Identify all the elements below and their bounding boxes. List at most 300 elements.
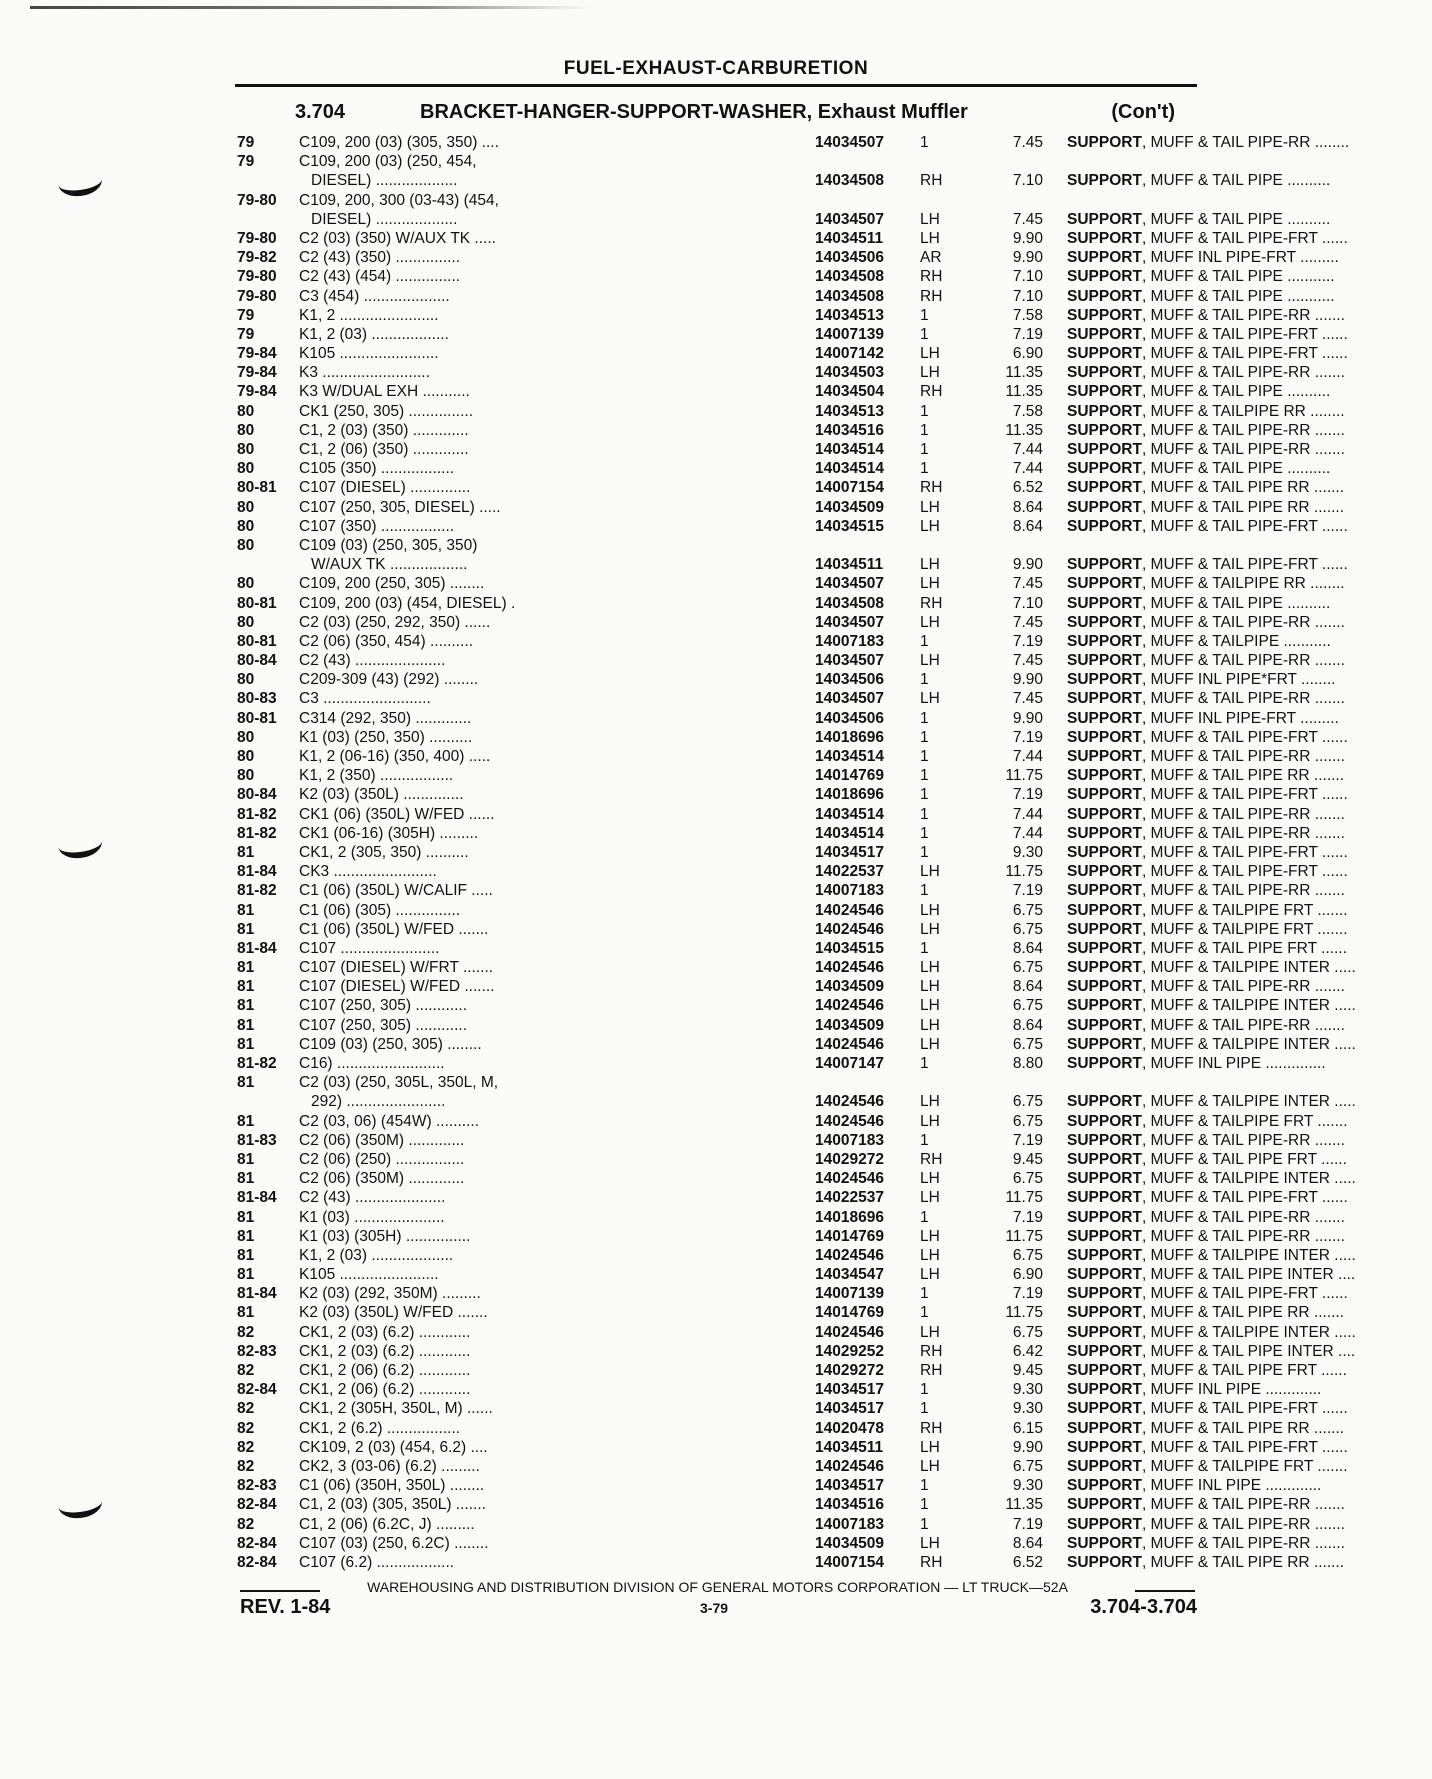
description-cell: SUPPORT, MUFF & TAIL PIPE-RR ....... <box>1067 748 1345 765</box>
quantity-cell: RH <box>920 1362 943 1379</box>
description-cell: SUPPORT, MUFF & TAIL PIPE-RR ....... <box>1067 1208 1345 1226</box>
price-cell: 9.45 <box>1012 1362 1043 1379</box>
table-row <box>237 1399 1348 1418</box>
year-cell: 82-84 <box>237 1381 277 1399</box>
description-cell: SUPPORT, MUFF & TAIL PIPE-RR ....... <box>1067 978 1345 996</box>
year-cell: 79 <box>237 153 255 171</box>
year-cell: 80-81 <box>237 709 277 727</box>
quantity-cell: LH <box>920 1016 940 1034</box>
revision-label: REV. 1-84 <box>240 1596 331 1618</box>
table-row <box>237 1419 1345 1438</box>
price-cell: 8.80 <box>1012 1055 1043 1072</box>
table-row <box>237 1188 1348 1207</box>
price-cell: 7.19 <box>1012 632 1043 650</box>
part-number-cell: 14034514 <box>815 805 884 823</box>
quantity-cell: RH <box>920 1342 943 1360</box>
table-row <box>237 1054 1326 1073</box>
model-cell: C1 (06) (350L) W/CALIF ..... <box>299 882 493 900</box>
model-cell: CK3 ........................ <box>299 863 437 881</box>
binder-hole-bottom <box>56 1487 103 1521</box>
table-row <box>237 555 1348 574</box>
table-row <box>237 1361 1347 1380</box>
description-cell: SUPPORT, MUFF & TAILPIPE FRT ....... <box>1067 901 1348 919</box>
year-cell: 82-84 <box>237 1553 277 1571</box>
year-cell: 81 <box>237 1246 255 1264</box>
table-row <box>237 1035 1356 1054</box>
model-cell: K1, 2 (03) ................... <box>299 1246 454 1264</box>
price-cell: 6.75 <box>1012 997 1043 1015</box>
model-cell: C107 (DIESEL) .............. <box>299 479 471 497</box>
table-row <box>237 152 1197 171</box>
model-cell: C2 (03, 06) (454W) .......... <box>299 1112 480 1130</box>
part-number-cell: 14034504 <box>815 383 884 401</box>
part-number-cell: 14034507 <box>815 575 884 593</box>
description-cell: SUPPORT, MUFF & TAILPIPE FRT ....... <box>1067 1112 1348 1130</box>
part-number-cell: 14024546 <box>815 1323 884 1341</box>
model-cell: C16) ......................... <box>299 1055 445 1072</box>
table-row <box>237 1016 1345 1035</box>
part-number-cell: 14024546 <box>815 920 884 938</box>
description-cell: SUPPORT, MUFF INL PIPE ............. <box>1067 1477 1322 1495</box>
description-cell: SUPPORT, MUFF & TAILPIPE FRT ....... <box>1067 920 1348 938</box>
price-cell: 7.45 <box>1012 575 1043 593</box>
price-cell: 9.45 <box>1012 1150 1043 1168</box>
price-cell: 6.75 <box>1012 1323 1043 1341</box>
table-row <box>237 670 1336 689</box>
table-row <box>237 862 1348 881</box>
price-cell: 11.35 <box>1005 364 1043 382</box>
description-cell: SUPPORT, MUFF & TAIL PIPE-RR ....... <box>1067 364 1345 382</box>
footer-division <box>240 1577 1195 1597</box>
quantity-cell: LH <box>920 1246 940 1264</box>
model-cell: DIESEL) ................... <box>311 210 458 228</box>
quantity-cell: LH <box>920 978 940 996</box>
quantity-cell: LH <box>920 210 940 228</box>
part-number-cell: 14024546 <box>815 1035 884 1053</box>
model-cell: K1, 2 (06-16) (350, 400) ..... <box>299 748 491 765</box>
price-cell: 7.58 <box>1012 402 1043 420</box>
description-cell: SUPPORT, MUFF & TAIL PIPE-RR ....... <box>1067 824 1345 842</box>
year-cell: 80 <box>237 517 255 535</box>
model-cell: C2 (03) (250, 305L, 350L, M, <box>299 1074 499 1092</box>
part-number-cell: 14007183 <box>815 882 884 900</box>
description-cell: SUPPORT, MUFF & TAIL PIPE-FRT ...... <box>1067 1400 1348 1418</box>
year-cell: 81-82 <box>237 805 277 823</box>
price-cell: 9.30 <box>1012 1381 1043 1399</box>
model-cell: C1 (06) (350H, 350L) ........ <box>299 1477 485 1495</box>
description-cell: SUPPORT, MUFF & TAIL PIPE RR ....... <box>1067 479 1345 497</box>
year-cell: 81-84 <box>237 939 277 957</box>
table-row <box>237 613 1345 632</box>
year-cell: 82-83 <box>237 1342 277 1360</box>
table-row <box>237 1323 1356 1342</box>
table-row <box>237 1265 1356 1284</box>
quantity-cell: LH <box>920 920 940 938</box>
price-cell: 6.75 <box>1012 920 1043 938</box>
table-row <box>237 1131 1345 1150</box>
model-cell: CK109, 2 (03) (454, 6.2) .... <box>299 1438 488 1456</box>
quantity-cell: RH <box>920 1553 943 1571</box>
table-row <box>237 1092 1356 1111</box>
price-cell: 9.90 <box>1012 1438 1043 1456</box>
year-cell: 81-82 <box>237 1055 277 1072</box>
description-cell: SUPPORT, MUFF & TAIL PIPE-RR ....... <box>1067 652 1345 670</box>
table-row <box>237 920 1348 939</box>
year-cell: 79 <box>237 306 255 324</box>
quantity-cell: 1 <box>920 748 929 765</box>
model-cell: C1 (06) (305) ............... <box>299 901 461 919</box>
quantity-cell: LH <box>920 1323 940 1341</box>
price-cell: 11.75 <box>1005 1227 1043 1245</box>
table-row <box>237 459 1331 478</box>
table-row <box>237 689 1345 708</box>
year-cell: 81 <box>237 1074 255 1092</box>
description-cell: SUPPORT, MUFF & TAIL PIPE .......... <box>1067 383 1331 401</box>
year-cell: 81 <box>237 920 255 938</box>
model-cell: C2 (06) (350, 454) .......... <box>299 632 474 650</box>
table-row <box>237 248 1339 267</box>
price-cell: 7.19 <box>1012 1131 1043 1149</box>
description-cell: SUPPORT, MUFF & TAIL PIPE-FRT ...... <box>1067 863 1348 881</box>
price-cell: 6.75 <box>1012 1112 1043 1130</box>
model-cell: C107 ....................... <box>299 939 440 957</box>
model-cell: C107 (350) ................. <box>299 517 455 535</box>
quantity-cell: 1 <box>920 1055 929 1072</box>
quantity-cell: LH <box>920 517 940 535</box>
quantity-cell: RH <box>920 287 943 305</box>
model-cell: K2 (03) (350L) .............. <box>299 786 464 804</box>
part-number-cell: 14022537 <box>815 1189 884 1207</box>
quantity-cell: LH <box>920 613 940 631</box>
year-cell: 80-81 <box>237 479 277 497</box>
description-cell: SUPPORT, MUFF & TAIL PIPE-RR ....... <box>1067 1534 1345 1552</box>
price-cell: 7.19 <box>1012 1515 1043 1533</box>
footer-rule-right <box>1135 1590 1195 1592</box>
description-cell: SUPPORT, MUFF & TAIL PIPE RR ....... <box>1067 767 1345 785</box>
model-cell: C1, 2 (06) (6.2C, J) ......... <box>299 1515 475 1533</box>
quantity-cell: LH <box>920 1227 940 1245</box>
year-cell: 80-83 <box>237 690 277 708</box>
table-row <box>237 210 1331 229</box>
model-cell: C2 (06) (350M) ............. <box>299 1131 465 1149</box>
table-row <box>237 824 1345 843</box>
part-number-cell: 14034507 <box>815 690 884 708</box>
part-number-cell: 14007154 <box>815 1553 884 1571</box>
description-cell: SUPPORT, MUFF & TAIL PIPE ........... <box>1067 268 1335 286</box>
table-row <box>237 171 1331 190</box>
price-cell: 7.45 <box>1012 652 1043 670</box>
model-cell: C109 (03) (250, 305) ........ <box>299 1035 482 1053</box>
year-cell: 80 <box>237 671 255 689</box>
price-cell: 7.45 <box>1012 690 1043 708</box>
table-row <box>237 1476 1322 1495</box>
year-cell: 81 <box>237 978 255 996</box>
table-row <box>237 1553 1345 1572</box>
price-cell: 6.75 <box>1012 1035 1043 1053</box>
year-cell: 81-84 <box>237 863 277 881</box>
model-cell: W/AUX TK .................. <box>311 556 468 574</box>
description-cell: SUPPORT, MUFF & TAIL PIPE-FRT ...... <box>1067 786 1348 804</box>
description-cell: SUPPORT, MUFF & TAIL PIPE-FRT ...... <box>1067 1189 1348 1207</box>
year-cell: 79-84 <box>237 345 277 363</box>
quantity-cell: 1 <box>920 671 929 689</box>
price-cell: 11.75 <box>1005 1304 1043 1322</box>
part-number-cell: 14034507 <box>815 134 884 151</box>
description-cell: SUPPORT, MUFF INL PIPE*FRT ........ <box>1067 671 1336 689</box>
part-number-cell: 14034508 <box>815 287 884 305</box>
table-row <box>237 1227 1345 1246</box>
part-number-cell: 14034517 <box>815 1477 884 1495</box>
quantity-cell: LH <box>920 364 940 382</box>
part-number-cell: 14034511 <box>815 229 884 247</box>
year-cell: 82-84 <box>237 1496 277 1514</box>
description-cell: SUPPORT, MUFF & TAIL PIPE-RR ....... <box>1067 1227 1345 1245</box>
price-cell: 6.75 <box>1012 1170 1043 1188</box>
quantity-cell: 1 <box>920 1400 929 1418</box>
quantity-cell: 1 <box>920 1477 929 1495</box>
year-cell: 80-81 <box>237 632 277 650</box>
quantity-cell: RH <box>920 268 943 286</box>
table-row <box>237 594 1331 613</box>
part-number-cell: 14034507 <box>815 652 884 670</box>
description-cell: SUPPORT, MUFF & TAIL PIPE-RR ....... <box>1067 306 1345 324</box>
model-cell: K2 (03) (350L) W/FED ....... <box>299 1304 488 1322</box>
model-cell: K2 (03) (292, 350M) ......... <box>299 1285 481 1303</box>
description-cell: SUPPORT, MUFF & TAIL PIPE FRT ...... <box>1067 939 1347 957</box>
price-cell: 7.19 <box>1012 1208 1043 1226</box>
year-cell: 80-81 <box>237 594 277 612</box>
description-cell: SUPPORT, MUFF & TAIL PIPE FRT ...... <box>1067 1150 1347 1168</box>
price-cell: 9.90 <box>1012 556 1043 574</box>
quantity-cell: 1 <box>920 421 929 439</box>
year-cell: 80 <box>237 402 255 420</box>
description-cell: SUPPORT, MUFF & TAIL PIPE-FRT ...... <box>1067 1285 1348 1303</box>
table-row <box>237 1284 1348 1303</box>
year-cell: 81-84 <box>237 1189 277 1207</box>
table-row <box>237 1112 1348 1131</box>
quantity-cell: RH <box>920 594 943 612</box>
model-cell: CK1 (250, 305) ............... <box>299 402 474 420</box>
year-cell: 79-84 <box>237 383 277 401</box>
year-cell: 81-82 <box>237 882 277 900</box>
quantity-cell: 1 <box>920 786 929 804</box>
description-cell: SUPPORT, MUFF & TAILPIPE INTER ..... <box>1067 1170 1356 1188</box>
year-cell: 80 <box>237 460 255 478</box>
quantity-cell: AR <box>920 249 942 267</box>
part-number-cell: 14007154 <box>815 479 884 497</box>
part-number-cell: 14024546 <box>815 1170 884 1188</box>
quantity-cell: LH <box>920 1266 940 1284</box>
model-cell: C107 (250, 305) ............ <box>299 997 468 1015</box>
description-cell: SUPPORT, MUFF & TAIL PIPE RR ....... <box>1067 1553 1345 1571</box>
table-row <box>237 709 1339 728</box>
year-cell: 82 <box>237 1515 255 1533</box>
quantity-cell: LH <box>920 901 940 919</box>
part-number-cell: 14034509 <box>815 1534 884 1552</box>
table-row <box>237 191 1197 210</box>
model-cell: C109, 200 (03) (454, DIESEL) . <box>299 594 516 612</box>
year-cell: 79 <box>237 134 255 151</box>
page-number: 3-79 <box>700 1600 729 1616</box>
description-cell: SUPPORT, MUFF & TAIL PIPE RR ....... <box>1067 1419 1345 1437</box>
year-cell: 82 <box>237 1323 255 1341</box>
description-cell: SUPPORT, MUFF & TAIL PIPE-RR ....... <box>1067 1131 1345 1149</box>
price-cell: 7.44 <box>1012 824 1043 842</box>
table-row <box>237 267 1335 286</box>
price-cell: 11.35 <box>1005 383 1043 401</box>
table-row <box>237 1438 1348 1457</box>
quantity-cell: LH <box>920 229 940 247</box>
description-cell: SUPPORT, MUFF & TAILPIPE FRT ....... <box>1067 1457 1348 1475</box>
table-row <box>237 632 1331 651</box>
title-rule <box>235 84 1197 87</box>
table-row <box>237 498 1345 517</box>
table-row <box>237 1495 1345 1514</box>
quantity-cell: LH <box>920 1170 940 1188</box>
model-cell: C109, 200 (03) (250, 454, <box>299 153 477 171</box>
table-row <box>237 306 1345 325</box>
table-row <box>237 287 1335 306</box>
year-cell: 82 <box>237 1400 255 1418</box>
description-cell: SUPPORT, MUFF INL PIPE ............. <box>1067 1381 1322 1399</box>
quantity-cell: RH <box>920 383 943 401</box>
table-row <box>237 766 1345 785</box>
table-row <box>237 1073 1197 1092</box>
year-cell: 81 <box>237 843 255 861</box>
table-row <box>237 1303 1345 1322</box>
continued-label: (Con't) <box>1111 101 1175 123</box>
year-cell: 81 <box>237 1227 255 1245</box>
footer-division-text: WAREHOUSING AND DISTRIBUTION DIVISION OF GENERAL MOTORS CORPORATION — LT TRUCK—52A <box>367 1579 1068 1595</box>
price-cell: 11.75 <box>1005 767 1043 785</box>
price-cell: 7.45 <box>1012 134 1043 151</box>
price-cell: 6.75 <box>1012 1457 1043 1475</box>
description-cell: SUPPORT, MUFF & TAIL PIPE-RR ....... <box>1067 421 1345 439</box>
price-cell: 7.45 <box>1012 613 1043 631</box>
description-cell: SUPPORT, MUFF & TAIL PIPE RR ....... <box>1067 498 1345 516</box>
year-cell: 79-80 <box>237 287 277 305</box>
price-cell: 7.10 <box>1012 594 1043 612</box>
table-row <box>237 1380 1322 1399</box>
price-cell: 6.52 <box>1012 1553 1043 1571</box>
model-cell: CK1 (06) (350L) W/FED ...... <box>299 805 495 823</box>
quantity-cell: 1 <box>920 824 929 842</box>
part-number-cell: 14034508 <box>815 268 884 286</box>
year-cell: 80 <box>237 421 255 439</box>
parts-list <box>237 133 1356 1572</box>
part-number-cell: 14024546 <box>815 959 884 977</box>
quantity-cell: LH <box>920 863 940 881</box>
part-number-cell: 14034509 <box>815 978 884 996</box>
price-cell: 7.19 <box>1012 728 1043 746</box>
part-number-cell: 14034517 <box>815 843 884 861</box>
part-number-cell: 14034515 <box>815 517 884 535</box>
model-cell: C314 (292, 350) ............. <box>299 709 472 727</box>
model-cell: K1, 2 (350) ................. <box>299 767 454 785</box>
quantity-cell: 1 <box>920 1496 929 1514</box>
part-number-cell: 14007183 <box>815 1515 884 1533</box>
quantity-cell: LH <box>920 690 940 708</box>
model-cell: C109, 200, 300 (03-43) (454, <box>299 191 499 209</box>
year-cell: 79-80 <box>237 229 277 247</box>
description-cell: SUPPORT, MUFF & TAIL PIPE-FRT ...... <box>1067 728 1348 746</box>
price-cell: 7.44 <box>1012 748 1043 765</box>
description-cell: SUPPORT, MUFF & TAILPIPE INTER ..... <box>1067 997 1356 1015</box>
year-cell: 79 <box>237 325 255 343</box>
part-number-cell: 14024546 <box>815 1112 884 1130</box>
part-number-cell: 14034507 <box>815 613 884 631</box>
part-number-cell: 14007147 <box>815 1055 884 1072</box>
description-cell: SUPPORT, MUFF & TAIL PIPE .......... <box>1067 460 1331 478</box>
price-cell: 6.52 <box>1012 479 1043 497</box>
table-row <box>237 1169 1356 1188</box>
quantity-cell: LH <box>920 1112 940 1130</box>
table-row <box>237 363 1345 382</box>
table-row <box>237 1208 1345 1227</box>
part-number-cell: 14018696 <box>815 728 884 746</box>
price-cell: 9.30 <box>1012 1400 1043 1418</box>
year-cell: 81 <box>237 1266 255 1284</box>
table-row <box>237 1515 1345 1534</box>
part-number-cell: 14034513 <box>815 306 884 324</box>
model-cell: CK1, 2 (03) (6.2) ............ <box>299 1342 471 1360</box>
model-cell: K1, 2 (03) .................. <box>299 325 449 343</box>
price-cell: 8.64 <box>1012 939 1043 957</box>
quantity-cell: LH <box>920 997 940 1015</box>
quantity-cell: LH <box>920 959 940 977</box>
table-row <box>237 1150 1347 1169</box>
description-cell: SUPPORT, MUFF & TAILPIPE INTER ..... <box>1067 1246 1356 1264</box>
price-cell: 7.10 <box>1012 268 1043 286</box>
part-number-cell: 14020478 <box>815 1419 884 1437</box>
part-number-cell: 14034511 <box>815 1438 884 1456</box>
model-cell: K105 ....................... <box>299 1266 439 1284</box>
part-number-cell: 14034547 <box>815 1266 884 1284</box>
price-cell: 7.44 <box>1012 441 1043 458</box>
description-cell: SUPPORT, MUFF & TAIL PIPE-RR ....... <box>1067 1496 1345 1514</box>
part-number-cell: 14034515 <box>815 939 884 957</box>
price-cell: 8.64 <box>1012 978 1043 996</box>
year-cell: 81-83 <box>237 1131 277 1149</box>
table-row <box>237 1342 1356 1361</box>
description-cell: SUPPORT, MUFF & TAIL PIPE-FRT ...... <box>1067 1438 1348 1456</box>
price-cell: 6.75 <box>1012 1246 1043 1264</box>
quantity-cell: 1 <box>920 1515 929 1533</box>
price-cell: 6.75 <box>1012 901 1043 919</box>
year-cell: 79-80 <box>237 268 277 286</box>
model-cell: C2 (43) (454) ............... <box>299 268 461 286</box>
table-row <box>237 1534 1345 1553</box>
year-cell: 80 <box>237 498 255 516</box>
part-number-cell: 14014769 <box>815 1227 884 1245</box>
year-cell: 81 <box>237 1208 255 1226</box>
part-number-cell: 14034513 <box>815 402 884 420</box>
year-cell: 82 <box>237 1362 255 1379</box>
year-cell: 81 <box>237 1170 255 1188</box>
description-cell: SUPPORT, MUFF & TAILPIPE ........... <box>1067 632 1331 650</box>
price-cell: 9.30 <box>1012 1477 1043 1495</box>
price-cell: 7.58 <box>1012 306 1043 324</box>
model-cell: C1, 2 (06) (350) ............. <box>299 441 469 458</box>
model-cell: C3 ......................... <box>299 690 431 708</box>
table-row <box>237 382 1331 401</box>
price-cell: 7.45 <box>1012 210 1043 228</box>
year-cell: 81-84 <box>237 1285 277 1303</box>
description-cell: SUPPORT, MUFF & TAILPIPE RR ........ <box>1067 575 1345 593</box>
part-number-cell: 14034509 <box>815 498 884 516</box>
price-cell: 8.64 <box>1012 517 1043 535</box>
model-cell: DIESEL) ................... <box>311 172 458 190</box>
